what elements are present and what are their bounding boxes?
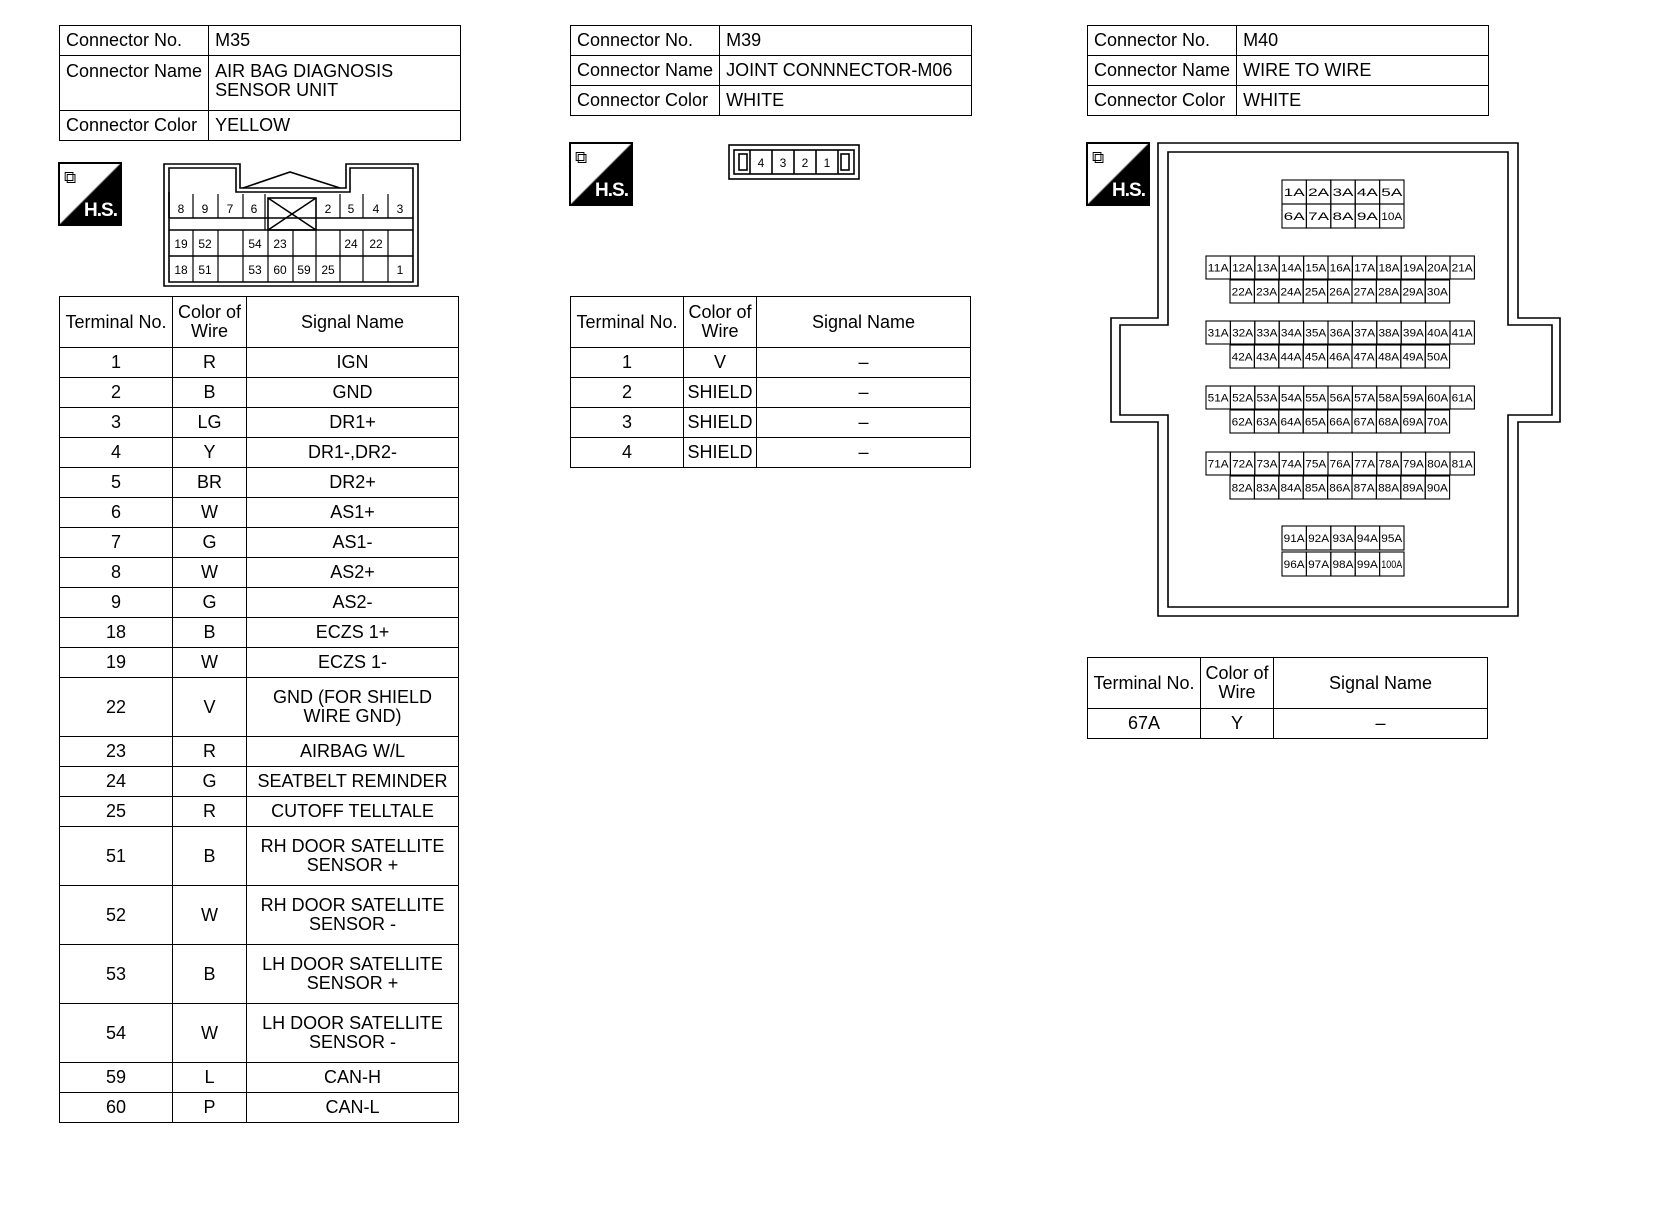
terminal-cell: 4 — [571, 438, 684, 468]
pin-label: 3 — [396, 202, 404, 216]
info-row — [1088, 86, 1489, 116]
pin-label: 31A — [1207, 327, 1230, 340]
wire-color-cell: V — [173, 678, 247, 737]
signal-name-cell: IGN — [247, 348, 459, 378]
pin-label: 29A — [1402, 286, 1425, 299]
wire-color-cell: W — [173, 558, 247, 588]
wire-color-cell: G — [173, 588, 247, 618]
pin-label: 7A — [1308, 211, 1331, 223]
table-header-row — [1088, 658, 1488, 709]
table-row — [60, 737, 459, 767]
info-label: Connector Name — [60, 56, 209, 111]
pin-label: 1 — [396, 263, 404, 277]
pin-label: 4 — [372, 202, 380, 216]
pin-label: 35A — [1305, 327, 1328, 340]
table-row — [60, 528, 459, 558]
pin-label: 97A — [1308, 559, 1330, 571]
col-header-wire-color: Color of Wire — [1201, 658, 1274, 709]
wire-color-cell: Y — [1201, 709, 1274, 739]
info-row — [571, 56, 972, 86]
pin-label: 54A — [1280, 392, 1303, 405]
info-value: YELLOW — [209, 111, 461, 141]
col-header-signal: Signal Name — [1274, 658, 1488, 709]
table-row — [60, 1093, 459, 1123]
signal-name-cell: – — [757, 348, 971, 378]
signal-name-cell: ECZS 1- — [247, 648, 459, 678]
pin-label: 47A — [1353, 351, 1376, 364]
pin-label: 18A — [1378, 262, 1401, 275]
pin-label: 1 — [823, 156, 831, 170]
pin-label: 68A — [1378, 416, 1400, 429]
info-row — [1088, 56, 1489, 86]
pin-label: 2A — [1308, 187, 1331, 199]
wire-color-cell: V — [684, 348, 757, 378]
pin-label: 50A — [1426, 351, 1449, 364]
pin-label: 24A — [1280, 286, 1303, 299]
pin-label: 65A — [1304, 416, 1327, 429]
pin-label: 37A — [1354, 327, 1376, 340]
table-header-row — [571, 297, 971, 348]
m39-connector-diagram — [727, 143, 861, 181]
pin-label: 14A — [1280, 262, 1303, 275]
signal-name-cell: LH DOOR SATELLITE SENSOR + — [247, 945, 459, 1004]
pin-label: 57A — [1354, 392, 1376, 405]
signal-name-cell: DR1-,DR2- — [247, 438, 459, 468]
pin-label: 2 — [801, 156, 809, 170]
terminal-cell: 5 — [60, 468, 173, 498]
pin-label: 33A — [1256, 327, 1279, 340]
pin-label: 8 — [177, 202, 185, 216]
terminal-cell: 3 — [571, 408, 684, 438]
pin-label: 46A — [1329, 351, 1352, 364]
pin-label: 92A — [1308, 533, 1330, 545]
pin-label: 66A — [1329, 416, 1352, 429]
terminal-cell: 19 — [60, 648, 173, 678]
table-row — [60, 438, 459, 468]
pin-label: 77A — [1354, 458, 1376, 471]
pin-label: 16A — [1329, 262, 1352, 275]
pin-label: 41A — [1451, 327, 1474, 340]
signal-name-cell: SEATBELT REMINDER — [247, 767, 459, 797]
pin-label: 76A — [1329, 458, 1352, 471]
pin-label: 23A — [1256, 286, 1278, 299]
terminal-cell: 24 — [60, 767, 173, 797]
pin-label: 44A — [1280, 351, 1303, 364]
pin-label: 48A — [1378, 351, 1400, 364]
table-row — [60, 648, 459, 678]
pin-label: 93A — [1332, 533, 1355, 545]
table-row — [571, 408, 971, 438]
pin-label: 100A — [1381, 559, 1403, 571]
pin-label: 80A — [1427, 458, 1450, 471]
terminal-cell: 1 — [60, 348, 173, 378]
pin-label: 15A — [1305, 262, 1328, 275]
terminal-cell: 1 — [571, 348, 684, 378]
pin-label: 88A — [1378, 482, 1400, 495]
pin-label: 36A — [1329, 327, 1352, 340]
col-header-signal: Signal Name — [247, 297, 459, 348]
wire-color-cell: L — [173, 1063, 247, 1093]
terminal-cell: 18 — [60, 618, 173, 648]
pin-label: 3 — [779, 156, 787, 170]
pin-label: 22A — [1231, 286, 1254, 299]
pin-label: 27A — [1353, 286, 1376, 299]
info-row — [571, 86, 972, 116]
pin-label: 98A — [1332, 559, 1355, 571]
signal-name-cell: LH DOOR SATELLITE SENSOR - — [247, 1004, 459, 1063]
table-row — [60, 945, 459, 1004]
signal-name-cell: DR1+ — [247, 408, 459, 438]
info-row — [60, 111, 461, 141]
table-row — [60, 378, 459, 408]
pin-label: 74A — [1280, 458, 1303, 471]
wire-color-cell: B — [173, 378, 247, 408]
table-row — [60, 886, 459, 945]
pin-label: 56A — [1329, 392, 1352, 405]
pin-label: 96A — [1283, 559, 1306, 571]
terminal-cell: 23 — [60, 737, 173, 767]
pin-label: 51A — [1207, 392, 1230, 405]
pin-label: 24 — [344, 237, 358, 251]
wire-color-cell: B — [173, 618, 247, 648]
info-value: M35 — [209, 26, 461, 56]
wire-color-cell: W — [173, 1004, 247, 1063]
pin-label: 25 — [321, 263, 335, 277]
pin-label: 12A — [1232, 262, 1254, 275]
info-label: Connector No. — [1088, 26, 1237, 56]
pin-label: 73A — [1256, 458, 1279, 471]
table-row — [60, 588, 459, 618]
terminal-cell: 54 — [60, 1004, 173, 1063]
table-row — [60, 618, 459, 648]
pin-label: 1A — [1283, 187, 1306, 199]
pin-label: 5 — [347, 202, 355, 216]
harness-side-icon — [58, 162, 122, 226]
m39-terminal-table — [570, 296, 971, 468]
pin-label: 62A — [1231, 416, 1254, 429]
hs-label: H.S. — [595, 180, 628, 201]
pin-label: 72A — [1232, 458, 1254, 471]
pin-label: 9 — [201, 202, 209, 216]
col-header-terminal: Terminal No. — [1088, 658, 1201, 709]
signal-name-cell: AS1+ — [247, 498, 459, 528]
table-row — [60, 827, 459, 886]
pin-label: 23 — [273, 237, 287, 251]
table-row — [60, 678, 459, 737]
pin-label: 13A — [1256, 262, 1279, 275]
terminal-cell: 52 — [60, 886, 173, 945]
pin-label: 94A — [1356, 533, 1379, 545]
m40-connector-diagram — [1108, 140, 1564, 622]
wire-color-cell: G — [173, 528, 247, 558]
table-row — [60, 767, 459, 797]
pin-label: 43A — [1256, 351, 1278, 364]
wire-color-cell: SHIELD — [684, 408, 757, 438]
pin-label: 34A — [1280, 327, 1303, 340]
table-row — [1088, 709, 1488, 739]
m35-terminal-table — [59, 296, 459, 1123]
info-label: Connector Name — [571, 56, 720, 86]
signal-name-cell: – — [757, 408, 971, 438]
table-row — [60, 797, 459, 827]
col-header-wire-color: Color of Wire — [173, 297, 247, 348]
pin-label: 91A — [1283, 533, 1306, 545]
pin-label: 49A — [1402, 351, 1425, 364]
signal-name-cell: CUTOFF TELLTALE — [247, 797, 459, 827]
info-value: M39 — [720, 26, 972, 56]
terminal-cell: 53 — [60, 945, 173, 1004]
m39-info-table — [570, 25, 972, 116]
wire-color-cell: SHIELD — [684, 378, 757, 408]
pin-label: 54 — [248, 237, 262, 251]
pin-label: 55A — [1305, 392, 1328, 405]
pin-label: 32A — [1232, 327, 1254, 340]
info-row — [60, 26, 461, 56]
pin-label: 2 — [324, 202, 332, 216]
pin-label: 67A — [1353, 416, 1376, 429]
pin-label: 86A — [1329, 482, 1352, 495]
pin-label: 90A — [1426, 482, 1449, 495]
info-label: Connector Color — [571, 86, 720, 116]
pin-label: 52A — [1232, 392, 1254, 405]
terminal-cell: 59 — [60, 1063, 173, 1093]
connector-glyph-icon: ⧉ — [1092, 148, 1105, 167]
pin-label: 6A — [1283, 211, 1306, 223]
wire-color-cell: W — [173, 648, 247, 678]
wire-color-cell: B — [173, 945, 247, 1004]
wire-color-cell: G — [173, 767, 247, 797]
pin-label: 21A — [1451, 262, 1474, 275]
pin-label: 17A — [1354, 262, 1376, 275]
pin-label: 10A — [1381, 211, 1404, 223]
pin-label: 9A — [1356, 211, 1379, 223]
hs-label: H.S. — [1112, 180, 1145, 201]
pin-label: 7 — [226, 202, 234, 216]
info-row — [60, 56, 461, 111]
signal-name-cell: RH DOOR SATELLITE SENSOR + — [247, 827, 459, 886]
terminal-cell: 8 — [60, 558, 173, 588]
pin-label: 26A — [1329, 286, 1352, 299]
info-value: WHITE — [1237, 86, 1489, 116]
pin-label: 71A — [1207, 458, 1230, 471]
signal-name-cell: DR2+ — [247, 468, 459, 498]
wire-color-cell: B — [173, 827, 247, 886]
info-label: Connector No. — [571, 26, 720, 56]
pin-label: 38A — [1378, 327, 1401, 340]
info-label: Connector Name — [1088, 56, 1237, 86]
pin-label: 39A — [1402, 327, 1425, 340]
table-row — [571, 348, 971, 378]
wire-color-cell: R — [173, 737, 247, 767]
info-value: WIRE TO WIRE — [1237, 56, 1489, 86]
harness-side-icon — [569, 142, 633, 206]
terminal-cell: 2 — [571, 378, 684, 408]
terminal-cell: 25 — [60, 797, 173, 827]
pin-label: 40A — [1427, 327, 1450, 340]
info-row — [571, 26, 972, 56]
table-row — [60, 1004, 459, 1063]
terminal-cell: 4 — [60, 438, 173, 468]
pin-label: 64A — [1280, 416, 1303, 429]
pin-label: 22 — [369, 237, 383, 251]
terminal-cell: 2 — [60, 378, 173, 408]
pin-label: 6 — [250, 202, 258, 216]
info-label: Connector Color — [60, 111, 209, 141]
m40-terminal-table — [1087, 657, 1488, 739]
info-value: JOINT CONNNECTOR-M06 — [720, 56, 972, 86]
pin-label: 60A — [1427, 392, 1450, 405]
pin-label: 89A — [1402, 482, 1425, 495]
signal-name-cell: – — [757, 378, 971, 408]
pin-label: 52 — [198, 237, 212, 251]
pin-label: 59A — [1402, 392, 1425, 405]
signal-name-cell: RH DOOR SATELLITE SENSOR - — [247, 886, 459, 945]
pin-label: 53A — [1256, 392, 1279, 405]
info-label: Connector No. — [60, 26, 209, 56]
pin-label: 85A — [1304, 482, 1327, 495]
pin-label: 18 — [174, 263, 188, 277]
pin-label: 51 — [198, 263, 212, 277]
pin-label: 63A — [1256, 416, 1278, 429]
pin-label: 4A — [1356, 187, 1379, 199]
pin-label: 3A — [1332, 187, 1355, 199]
pin-label: 28A — [1378, 286, 1400, 299]
table-row — [60, 498, 459, 528]
pin-label: 60 — [273, 263, 287, 277]
pin-label: 4 — [757, 156, 765, 170]
pin-label: 87A — [1353, 482, 1376, 495]
table-row — [60, 468, 459, 498]
signal-name-cell: CAN-L — [247, 1093, 459, 1123]
table-row — [60, 348, 459, 378]
terminal-cell: 51 — [60, 827, 173, 886]
col-header-signal: Signal Name — [757, 297, 971, 348]
pin-label: 83A — [1256, 482, 1278, 495]
pin-label: 11A — [1207, 262, 1230, 275]
terminal-cell: 3 — [60, 408, 173, 438]
pin-label: 8A — [1332, 211, 1355, 223]
hs-label: H.S. — [84, 200, 117, 221]
terminal-cell: 67A — [1088, 709, 1201, 739]
terminal-cell: 22 — [60, 678, 173, 737]
wire-color-cell: W — [173, 498, 247, 528]
pin-label: 30A — [1426, 286, 1449, 299]
m35-info-table — [59, 25, 461, 141]
col-header-terminal: Terminal No. — [60, 297, 173, 348]
col-header-wire-color: Color of Wire — [684, 297, 757, 348]
pin-label: 81A — [1451, 458, 1474, 471]
info-value: M40 — [1237, 26, 1489, 56]
wire-color-cell: LG — [173, 408, 247, 438]
wire-color-cell: P — [173, 1093, 247, 1123]
signal-name-cell: AIRBAG W/L — [247, 737, 459, 767]
pin-label: 42A — [1231, 351, 1254, 364]
pin-label: 78A — [1378, 458, 1401, 471]
signal-name-cell: AS2+ — [247, 558, 459, 588]
pin-label: 82A — [1231, 482, 1254, 495]
pin-label: 20A — [1427, 262, 1450, 275]
signal-name-cell: – — [1274, 709, 1488, 739]
table-row — [571, 438, 971, 468]
info-row — [1088, 26, 1489, 56]
signal-name-cell: – — [757, 438, 971, 468]
pin-label: 75A — [1305, 458, 1328, 471]
connector-glyph-icon: ⧉ — [575, 148, 588, 167]
wire-color-cell: BR — [173, 468, 247, 498]
pin-label: 84A — [1280, 482, 1303, 495]
pin-label: 53 — [248, 263, 262, 277]
info-value: WHITE — [720, 86, 972, 116]
pin-label: 5A — [1381, 187, 1404, 199]
pin-label: 70A — [1426, 416, 1449, 429]
table-row — [571, 378, 971, 408]
table-row — [60, 558, 459, 588]
terminal-cell: 6 — [60, 498, 173, 528]
pin-label: 69A — [1402, 416, 1425, 429]
terminal-cell: 60 — [60, 1093, 173, 1123]
pin-label: 25A — [1304, 286, 1327, 299]
pin-label: 45A — [1304, 351, 1327, 364]
info-label: Connector Color — [1088, 86, 1237, 116]
signal-name-cell: ECZS 1+ — [247, 618, 459, 648]
pin-label: 95A — [1381, 533, 1404, 545]
signal-name-cell: CAN-H — [247, 1063, 459, 1093]
signal-name-cell: AS2- — [247, 588, 459, 618]
wire-color-cell: R — [173, 797, 247, 827]
pin-label: 61A — [1451, 392, 1474, 405]
m40-info-table — [1087, 25, 1489, 116]
signal-name-cell: GND — [247, 378, 459, 408]
table-header-row — [60, 297, 459, 348]
info-value: AIR BAG DIAGNOSIS SENSOR UNIT — [209, 56, 461, 111]
pin-label: 19A — [1402, 262, 1425, 275]
wire-color-cell: R — [173, 348, 247, 378]
col-header-terminal: Terminal No. — [571, 297, 684, 348]
terminal-cell: 9 — [60, 588, 173, 618]
pin-label: 79A — [1402, 458, 1425, 471]
signal-name-cell: GND (FOR SHIELD WIRE GND) — [247, 678, 459, 737]
wire-color-cell: SHIELD — [684, 438, 757, 468]
pin-label: 19 — [174, 237, 188, 251]
connector-glyph-icon: ⧉ — [64, 168, 77, 187]
m35-connector-diagram — [160, 158, 422, 290]
table-row — [60, 1063, 459, 1093]
signal-name-cell: AS1- — [247, 528, 459, 558]
pin-label: 59 — [297, 263, 311, 277]
wire-color-cell: W — [173, 886, 247, 945]
wire-color-cell: Y — [173, 438, 247, 468]
table-row — [60, 408, 459, 438]
pin-label: 58A — [1378, 392, 1401, 405]
terminal-cell: 7 — [60, 528, 173, 558]
pin-label: 99A — [1356, 559, 1379, 571]
